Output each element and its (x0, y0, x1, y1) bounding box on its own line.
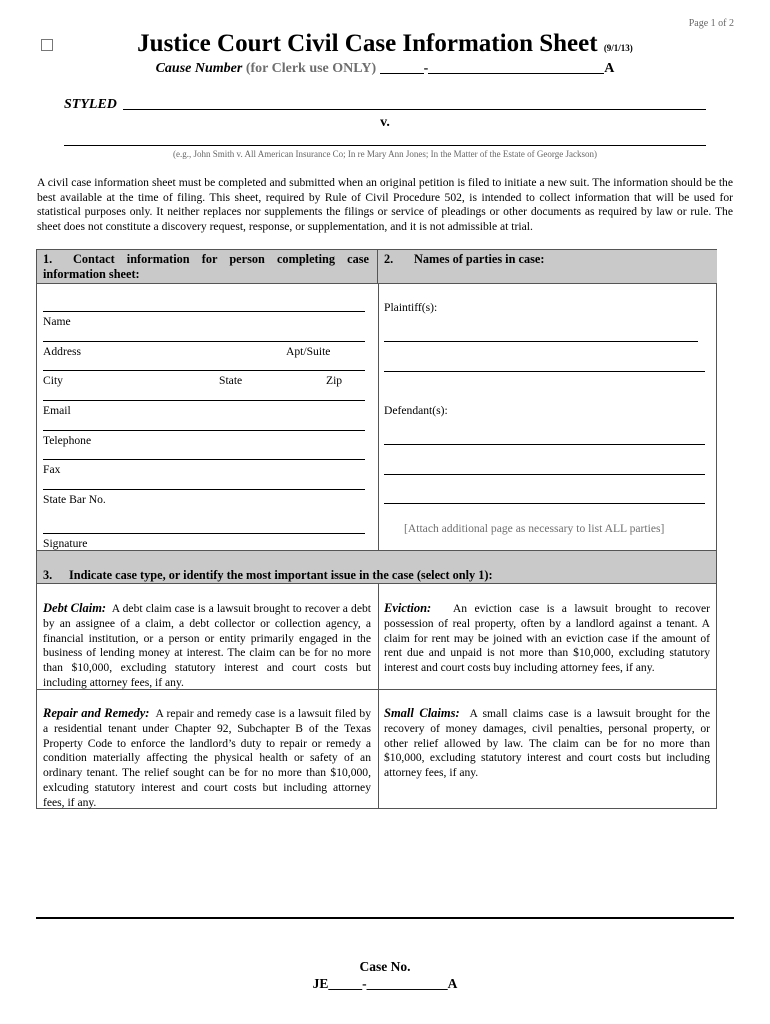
cause-number-field-1[interactable] (380, 62, 424, 74)
small-claims-text: A small claims case is a lawsuit brought for the recovery of money damages, civil penalties, personal property, or other relief allowed by law. The claim can be for no more than $10,000, excluding statutory interest and court costs but including attorney fees, if any. (384, 707, 710, 780)
versus-label: v. (380, 115, 390, 130)
eviction-text: An eviction case is a lawsuit brought to recover possession of real property, often by a landlord against a tenant. A claim for rent may be joined with an eviction case if the amount of rent due and unpaid is not more than $10,000, excluding statutory interest and court costs buy including attorney fees, if any. (384, 602, 710, 675)
section-3-header (37, 550, 716, 584)
address-field[interactable] (43, 341, 365, 342)
name-field[interactable] (43, 311, 365, 312)
case-number-label: Case No. (359, 959, 411, 974)
section-2-number: 2. (384, 252, 394, 266)
styled-plaintiff-field[interactable] (123, 109, 706, 110)
case-number-blank-1: _____ (328, 976, 363, 991)
cause-number-field-2[interactable] (428, 62, 604, 74)
styled-defendant-field[interactable] (64, 145, 706, 146)
clerk-use-note: (for Clerk use ONLY) (245, 61, 377, 76)
styled-example: (e.g., John Smith v. All American Insurance Co; In re Mary Ann Jones; In the Matter of the Estate of George Jackson) (173, 149, 597, 159)
column-divider (378, 284, 379, 550)
intro-paragraph: A civil case information sheet must be completed and submitted when an original petition is filed to initiate a new suit. The information should be the best available at the time of filing. This sheet, required by Rule of Civil Procedure 502, is intended to collect information that will be used for statistical purposes only. It neither replaces nor supplements the filings or service of pleadings or other documents as required by law or rule. The sheet does not constitute a discovery request, response, or supplementation, and it is not admissible at trial. (37, 176, 733, 234)
defendants-label: Defendant(s): (384, 404, 448, 417)
plaintiff-field-1[interactable] (384, 341, 698, 342)
signature-field[interactable] (43, 533, 365, 534)
cause-number-line (0, 61, 770, 77)
case-info-form (36, 249, 717, 809)
email-field[interactable] (43, 400, 365, 401)
attach-note: [Attach additional page as necessary to list ALL parties] (404, 522, 665, 535)
fax-label: Fax (43, 463, 61, 476)
signature-label: Signature (43, 537, 88, 550)
section-2-title: Names of parties in case: (414, 252, 545, 266)
section-2-header (378, 250, 717, 284)
case-number-field[interactable] (0, 976, 770, 992)
cause-number-dash: - (423, 61, 429, 76)
title-text: Justice Court Civil Case Information Sheet (137, 30, 598, 57)
zip-label: Zip (326, 374, 343, 387)
bar-number-field[interactable] (43, 489, 365, 490)
section-1-number: 1. (43, 252, 53, 266)
cause-number-label: Cause Number (155, 61, 243, 76)
defendant-field-1[interactable] (384, 444, 705, 445)
fax-field[interactable] (43, 459, 365, 460)
city-state-zip-field[interactable] (43, 370, 365, 371)
plaintiffs-label: Plaintiff(s): (384, 301, 438, 314)
page-number: Page 1 of 2 (688, 18, 734, 29)
address-label: Address (43, 345, 81, 358)
section-1-title: Contact information for person completing case information sheet: (43, 252, 369, 281)
footer-divider (36, 917, 734, 919)
repair-remedy-text: A repair and remedy case is a lawsuit filed by a residential tenant under Chapter 92, Subchapter B of the Texas Property Code to enforce the landlord’s duty to repair or remedy a condition materially affecting the physical health or safety of an ordinary tenant. The relief sought can be for no more than $10,000, exlcuding statutory interest and court costs but including attorney fees, if any. (43, 707, 371, 809)
revision-date: (9/1/13) (603, 43, 633, 53)
case-number-blank-2: ____________ (366, 976, 448, 991)
plaintiff-field-2[interactable] (384, 371, 705, 372)
case-number-suffix: A (447, 976, 458, 991)
section-1-header (37, 250, 378, 284)
city-label: City (43, 374, 63, 387)
apt-label: Apt/Suite (286, 345, 331, 358)
page-title (0, 30, 770, 58)
name-label: Name (43, 315, 71, 328)
case-type-eviction[interactable] (384, 601, 710, 676)
eviction-title: Eviction: (384, 601, 432, 615)
case-type-repair[interactable] (43, 706, 371, 811)
telephone-label: Telephone (43, 434, 92, 447)
section-3-number: 3. (43, 568, 53, 582)
styled-label: STYLED (64, 97, 117, 112)
section-3-title: Indicate case type, or identify the most important issue in the case (select only 1): (69, 568, 493, 582)
case-number-prefix: JE (312, 976, 329, 991)
bar-number-label: State Bar No. (43, 493, 106, 506)
defendant-field-3[interactable] (384, 503, 705, 504)
defendant-field-2[interactable] (384, 474, 705, 475)
repair-remedy-title: Repair and Remedy: (43, 706, 150, 720)
case-type-debt[interactable] (43, 601, 371, 691)
debt-claim-text: A debt claim case is a lawsuit brought to recover a debt by an assignee of a claim, a debt collector or collection agency, a financial institution, or a person or entity primarily engaged in the business of lending money at interest. The claim can be for no more than $10,000, excluding statutory interest and court costs but including attorney fees, if any. (43, 602, 372, 689)
case-number-dash: - (362, 976, 367, 991)
case-type-divider (378, 584, 379, 809)
case-type-small-claims[interactable] (384, 706, 710, 781)
cause-number-suffix: A (604, 61, 615, 76)
email-label: Email (43, 404, 71, 417)
debt-claim-title: Debt Claim: (43, 601, 107, 615)
small-claims-title: Small Claims: (384, 706, 460, 720)
state-label: State (219, 374, 243, 387)
telephone-field[interactable] (43, 430, 365, 431)
